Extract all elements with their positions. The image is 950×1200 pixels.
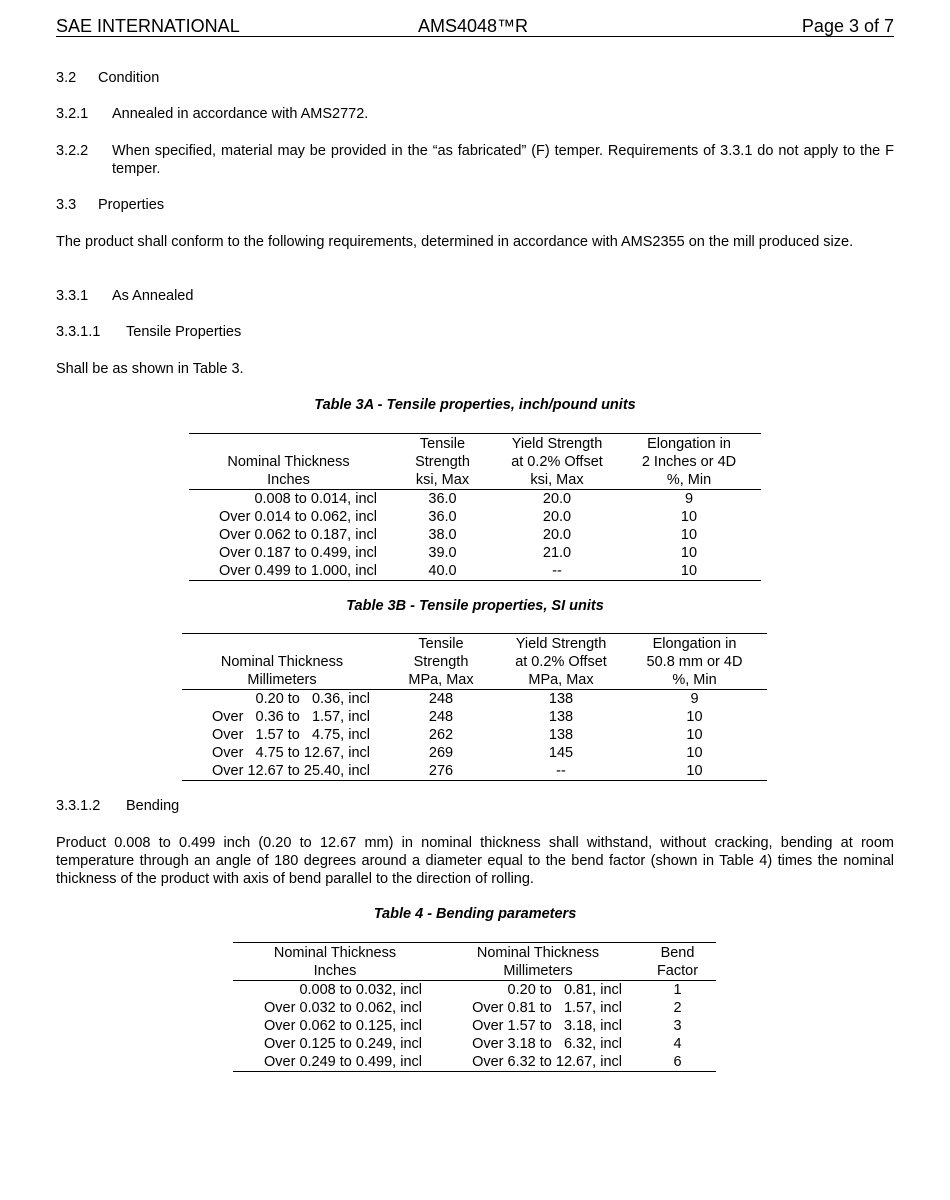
table-3a-cell: 38.0 xyxy=(428,527,457,543)
table-4-caption: Table 4 - Bending parameters xyxy=(373,906,577,922)
table-3b-header-tensile-2: MPa, Max xyxy=(382,671,500,690)
section-3-2-2-number: 3.2.2 xyxy=(56,143,89,159)
table-4-cell: Over 1.57 to 3.18, incl xyxy=(472,1018,622,1034)
tensile-paragraph: Shall be as shown in Table 3. xyxy=(56,361,244,377)
table-4-cell: 0.20 to 0.81, incl xyxy=(507,982,622,998)
table-3b-cell: 138 xyxy=(548,691,574,707)
table-3b-header-elong-0: Elongation in xyxy=(622,634,767,654)
table-3a-cell: Over 0.062 to 0.187, incl xyxy=(219,527,377,543)
table-3a-cell: 10 xyxy=(680,509,698,525)
table-4-cell: 0.008 to 0.032, incl xyxy=(299,982,422,998)
table-4-cell: 1 xyxy=(673,982,682,998)
table-4-cell: Over 6.32 to 12.67, incl xyxy=(437,1053,639,1072)
section-3-2-2-text: When specified, material may be provided in the “as fabricated” (F) temper. Requirements of 3.3.1 do not apply to the F temper. xyxy=(112,143,894,177)
table-3a-cell: 10 xyxy=(617,562,761,581)
table-row xyxy=(189,526,761,544)
table-3a-cell: 20.0 xyxy=(542,509,572,525)
table-4-cell: Over 0.81 to 1.57, incl xyxy=(472,1000,622,1016)
table-3b-cell: 10 xyxy=(686,727,703,743)
table-3b-cell: Over 4.75 to 12.67, incl xyxy=(212,745,370,761)
header-left: SAE INTERNATIONAL xyxy=(56,16,240,36)
table-row xyxy=(182,708,767,726)
table-4-cell: Over 0.062 to 0.125, incl xyxy=(264,1018,422,1034)
table-3a-header-thickness-0 xyxy=(189,434,388,454)
table-3a-cell: Over 0.499 to 1.000, incl xyxy=(189,562,388,581)
table-3b-header-elong-1: 50.8 mm or 4D xyxy=(646,654,743,670)
table-4-cell: 4 xyxy=(673,1036,682,1052)
table-3a-cell: 10 xyxy=(680,545,698,561)
section-3-2-title: Condition xyxy=(98,70,160,86)
section-3-2-number: 3.2 xyxy=(56,70,77,86)
table-row xyxy=(233,1035,716,1053)
table-row xyxy=(189,544,761,562)
table-row xyxy=(189,562,761,581)
table-3b-cell: Over 0.36 to 1.57, incl xyxy=(212,709,370,725)
table-3b-cell: 138 xyxy=(548,727,574,743)
table-row xyxy=(233,1053,716,1072)
table-row xyxy=(189,508,761,526)
table-row xyxy=(182,744,767,762)
table-3a-cell: 20.0 xyxy=(542,527,572,543)
table-row xyxy=(233,1017,716,1035)
table-row xyxy=(233,981,716,1000)
table-4-cell: Over 0.125 to 0.249, incl xyxy=(264,1036,422,1052)
table-3a-cell: 39.0 xyxy=(428,545,457,561)
table-3b-cell: 269 xyxy=(428,745,454,761)
section-3-3-1-1-number: 3.3.1.1 xyxy=(56,324,101,340)
table-4-cell: Over 3.18 to 6.32, incl xyxy=(472,1036,622,1052)
table-3a-header-thickness-2: Inches xyxy=(189,471,388,490)
table-3a-cell: 9 xyxy=(684,491,694,507)
table-3b-header-tensile-0: Tensile xyxy=(382,634,500,654)
table-3a-header-yield-2: ksi, Max xyxy=(497,471,617,490)
section-3-3-title: Properties xyxy=(98,197,165,213)
table-3b xyxy=(182,633,767,781)
table-3b-cell: 10 xyxy=(686,745,703,761)
table-3a-header-yield-0: Yield Strength xyxy=(497,434,617,454)
table-3a-header-tensile-0: Tensile xyxy=(388,434,497,454)
section-3-3-1-title: As Annealed xyxy=(112,288,194,304)
table-3a-header-tensile-2: ksi, Max xyxy=(388,471,497,490)
table-3a-cell: -- xyxy=(497,562,617,581)
section-3-3-1-2-number: 3.3.1.2 xyxy=(56,798,101,814)
table-3b-cell: -- xyxy=(500,762,622,781)
table-4-header-mm-0: Nominal Thickness xyxy=(437,943,639,963)
section-3-3-1-1-title: Tensile Properties xyxy=(126,324,242,340)
header-rule xyxy=(56,36,894,37)
table-3b-header-yield-1: at 0.2% Offset xyxy=(515,654,607,670)
table-4-header-inches-0: Nominal Thickness xyxy=(233,943,437,963)
table-3a-header-yield-1: at 0.2% Offset xyxy=(511,454,603,470)
section-3-2-1-text: Annealed in accordance with AMS2772. xyxy=(112,106,369,122)
table-3a-cell: 36.0 xyxy=(428,491,457,507)
table-4-header-inches-1: Inches xyxy=(233,962,437,981)
table-4-cell: 2 xyxy=(673,1000,682,1016)
section-3-3-number: 3.3 xyxy=(56,197,77,213)
table-3a-cell: 20.0 xyxy=(542,491,572,507)
table-3a-cell: Over 0.014 to 0.062, incl xyxy=(219,509,377,525)
table-4-cell: 6 xyxy=(639,1053,716,1072)
table-3b-cell: 248 xyxy=(428,691,454,707)
table-3a-cell: Over 0.187 to 0.499, incl xyxy=(219,545,377,561)
header-center: AMS4048™R xyxy=(418,16,529,36)
section-3-3-1-2-title: Bending xyxy=(126,798,180,814)
table-3b-cell: Over 12.67 to 25.40, incl xyxy=(182,762,382,781)
table-4-header-bend-1: Factor xyxy=(639,962,716,981)
table-3a xyxy=(189,433,761,581)
bending-paragraph: Product 0.008 to 0.499 inch (0.20 to 12.67 mm) in nominal thickness shall withstand, without cracking, bending at room temperature through an angle of 180 degrees around a diameter equal to the bend factor (shown in Table 4) times the nominal thickness of the product with axis of bend parallel to the direction of rolling. xyxy=(56,835,894,887)
table-4-cell: Over 0.032 to 0.062, incl xyxy=(264,1000,422,1016)
table-3b-cell: 248 xyxy=(428,709,454,725)
table-3a-header-tensile-1: Strength xyxy=(415,454,470,470)
table-row xyxy=(233,999,716,1017)
table-3b-cell: 0.20 to 0.36, incl xyxy=(255,691,370,707)
table-4-header-mm-1: Millimeters xyxy=(437,962,639,981)
table-4-header-bend-0: Bend xyxy=(639,943,716,963)
table-4-cell: Over 0.249 to 0.499, incl xyxy=(233,1053,437,1072)
table-3b-cell: 276 xyxy=(382,762,500,781)
table-4 xyxy=(233,942,716,1072)
table-row xyxy=(182,762,767,781)
table-3b-header-thickness-2: Millimeters xyxy=(182,671,382,690)
table-3a-cell: 0.008 to 0.014, incl xyxy=(254,491,377,507)
table-3b-cell: Over 1.57 to 4.75, incl xyxy=(212,727,370,743)
table-row xyxy=(182,690,767,709)
table-row xyxy=(182,726,767,744)
table-3a-header-elong-0: Elongation in xyxy=(617,434,761,454)
table-3b-cell: 9 xyxy=(690,691,699,707)
header-right: Page 3 of 7 xyxy=(801,16,894,36)
table-3b-cell: 10 xyxy=(622,762,767,781)
table-3b-caption: Table 3B - Tensile properties, SI units xyxy=(346,598,604,614)
table-row xyxy=(189,490,761,509)
table-3a-header-elong-1: 2 Inches or 4D xyxy=(641,454,737,470)
table-3a-header-thickness-1: Nominal Thickness xyxy=(227,454,350,470)
table-3b-cell: 145 xyxy=(548,745,574,761)
table-3b-cell: 10 xyxy=(686,709,703,725)
section-3-2-1-number: 3.2.1 xyxy=(56,106,89,122)
table-3b-cell: 262 xyxy=(428,727,454,743)
table-3b-header-tensile-1: Strength xyxy=(413,654,469,670)
table-3a-cell: 36.0 xyxy=(428,509,457,525)
table-3a-cell: 10 xyxy=(680,527,698,543)
table-3b-header-thickness-0 xyxy=(182,634,382,654)
table-3b-header-elong-2: %, Min xyxy=(622,671,767,690)
table-4-cell: 3 xyxy=(673,1018,682,1034)
table-3b-cell: 138 xyxy=(548,709,574,725)
table-3a-caption: Table 3A - Tensile properties, inch/pound units xyxy=(314,397,636,413)
table-3b-header-yield-2: MPa, Max xyxy=(500,671,622,690)
table-3b-header-yield-0: Yield Strength xyxy=(500,634,622,654)
table-3a-cell: 21.0 xyxy=(542,545,572,561)
table-3b-header-thickness-1: Nominal Thickness xyxy=(220,654,344,670)
table-3a-header-elong-2: %, Min xyxy=(617,471,761,490)
section-3-3-1-number: 3.3.1 xyxy=(56,288,89,304)
table-3a-cell: 40.0 xyxy=(388,562,497,581)
section-3-3-paragraph: The product shall conform to the following requirements, determined in accordance with AMS2355 on the mill produced size. xyxy=(56,234,854,250)
